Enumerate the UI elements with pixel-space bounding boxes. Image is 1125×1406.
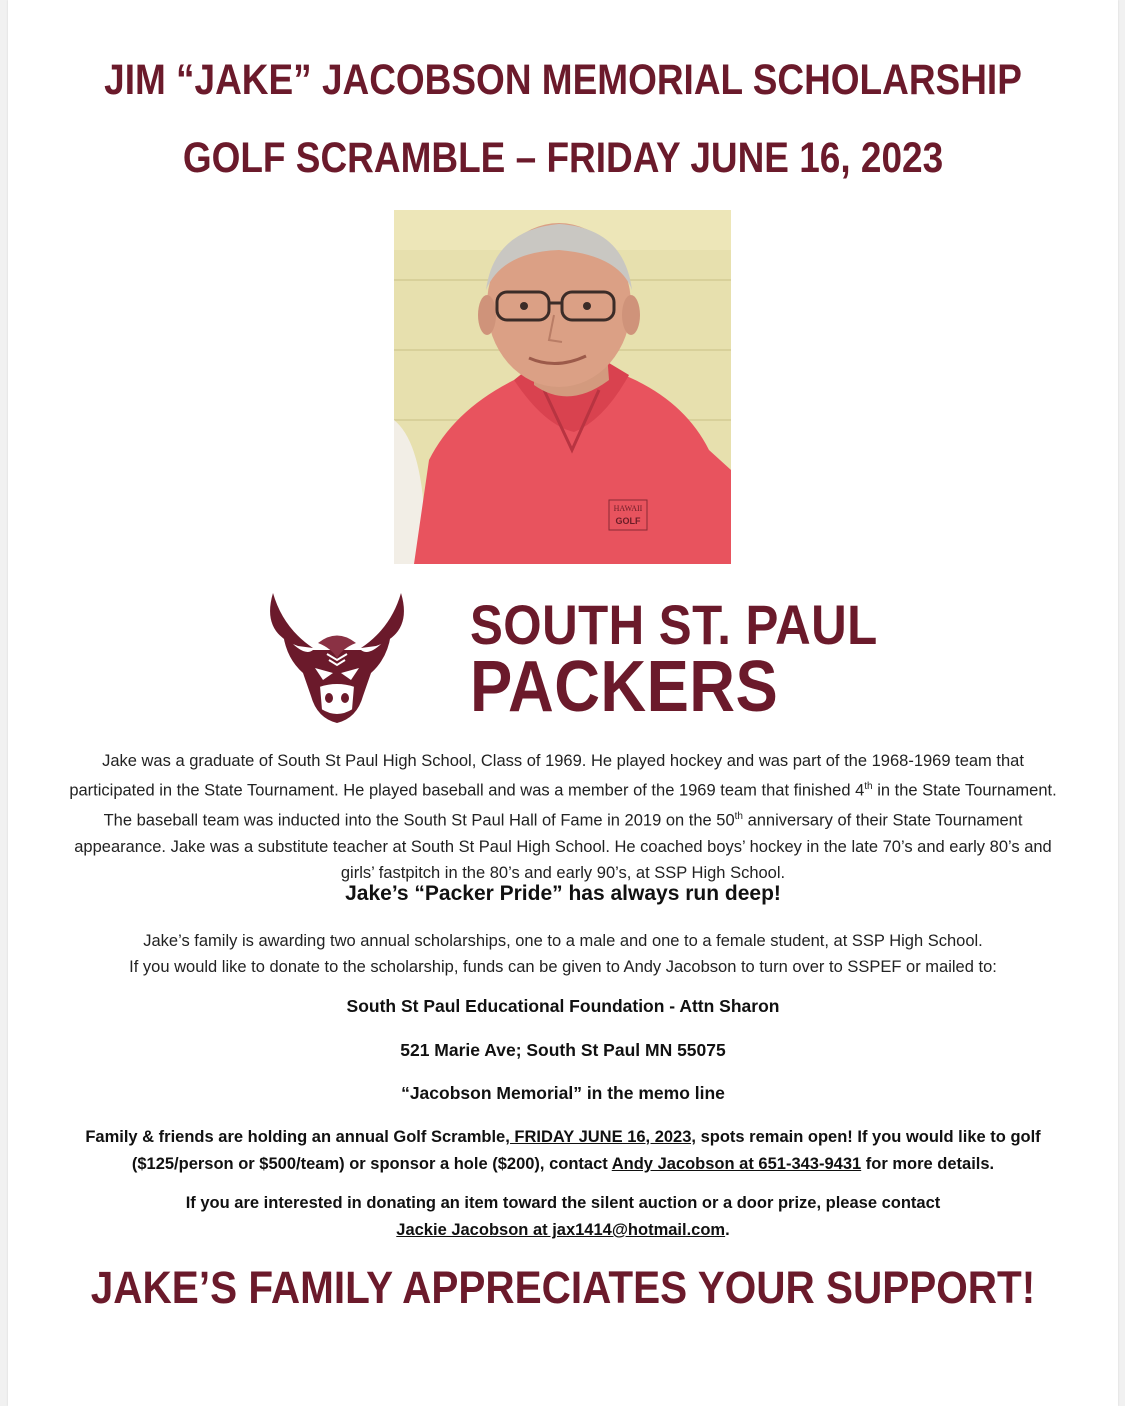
andy-contact-link[interactable]: Andy Jacobson at 651-343-9431 bbox=[611, 1155, 862, 1173]
footer-thanks: JAKE’S FAMILY APPRECIATES YOUR SUPPORT! bbox=[90, 1262, 1036, 1313]
title-line-1: JIM “JAKE” JACOBSON MEMORIAL SCHOLARSHIP bbox=[104, 56, 1022, 104]
foundation-name: South St Paul Educational Foundation - Attn Sharon bbox=[346, 996, 780, 1016]
flyer-page bbox=[8, 0, 1118, 1406]
golf-scramble-paragraph: Family & friends are holding an annual Golf Scramble, FRIDAY JUNE 16, 2023, spots remain open! If you would like to golf ($125/person or $500/team) or sponsor a hole ($200), contact Andy Jacobson at 651-343-9431 for more details. bbox=[85, 1128, 1041, 1173]
team-name: PACKERS bbox=[470, 647, 779, 727]
packer-pride-heading: Jake’s “Packer Pride” has always run deep! bbox=[345, 882, 781, 905]
memo-line-note: “Jacobson Memorial” in the memo line bbox=[401, 1083, 725, 1103]
title-line-2: GOLF SCRAMBLE – FRIDAY JUNE 16, 2023 bbox=[182, 134, 944, 182]
svg-text:GOLF: GOLF bbox=[615, 516, 641, 526]
portrait-photo bbox=[394, 210, 731, 564]
auction-paragraph: If you are interested in donating an item toward the silent auction or a door prize, please contact Jackie Jacobson at jax1414@hotmail.com. bbox=[185, 1194, 941, 1239]
scholarship-paragraph: Jake’s family is awarding two annual scholarships, one to a male and one to a female student, at SSP High School. If you would like to donate to the scholarship, funds can be given to Andy Jacobson to turn over to SSPEF or mailed to: bbox=[129, 932, 997, 977]
jackie-email-link[interactable]: Jackie Jacobson at jax1414@hotmail.com bbox=[396, 1221, 726, 1239]
event-date: , FRIDAY JUNE 16, 2023, bbox=[505, 1128, 696, 1146]
bio-paragraph: Jake was a graduate of South St Paul High School, Class of 1969. He played hockey and was part of the 1968-1969 team that participated in the State Tournament. He played baseball and was a member of the 1969 team that finished 4th in the State Tournament. The baseball team was inducted into the South St Paul Hall of Fame in 2019 on the 50th anniversary of their State Tournament appearance. Jake was a substitute teacher at South St Paul High School. He coached boys’ hockey in the late 70’s and early 80’s and girls’ fastpitch in the 80’s and early 90’s, at SSP High School. bbox=[69, 752, 1057, 883]
shirt-emblem-text: HAWAII bbox=[613, 504, 643, 513]
school-name: SOUTH ST. PAUL bbox=[470, 593, 878, 656]
bull-logo bbox=[263, 588, 411, 728]
mailing-address: 521 Marie Ave; South St Paul MN 55075 bbox=[400, 1040, 726, 1060]
